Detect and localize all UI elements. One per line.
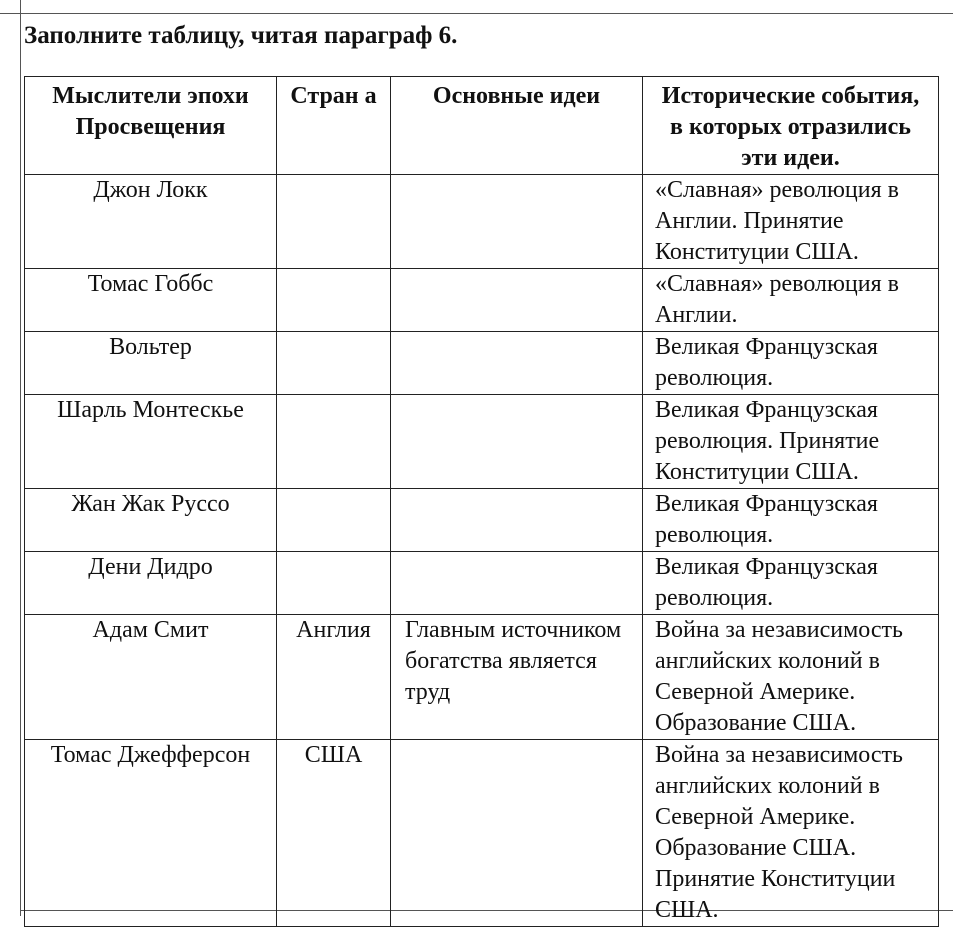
header-row: [25, 77, 939, 175]
header-thinkers: Мыслители эпохи Просвещения: [25, 77, 277, 175]
task-heading: Заполните таблицу, читая параграф 6.: [24, 22, 458, 49]
thinker-name: Томас Джефферсон: [25, 740, 277, 927]
thinker-events: Великая Французская революция.: [643, 552, 939, 615]
thinker-name: Вольтер: [25, 332, 277, 395]
page-top-rule: [0, 13, 953, 14]
table-row: [25, 175, 939, 269]
thinker-ideas: [391, 269, 643, 332]
thinker-country: Англия: [277, 615, 391, 740]
thinker-ideas: [391, 740, 643, 927]
thinker-events: Великая Французская революция.: [643, 489, 939, 552]
thinker-events: Великая Французская революция. Принятие Конституции США.: [643, 395, 939, 489]
thinker-country: [277, 552, 391, 615]
table-row: [25, 615, 939, 740]
thinker-events: «Славная» революция в Англии.: [643, 269, 939, 332]
thinker-ideas: [391, 489, 643, 552]
thinker-name: Шарль Монтескье: [25, 395, 277, 489]
thinker-ideas: [391, 552, 643, 615]
header-ideas: Основные идеи: [391, 77, 643, 175]
thinker-ideas: [391, 175, 643, 269]
thinker-events: Война за независимость английских колоний в Северной Америке. Образование США. Принятие Конституции США.: [643, 740, 939, 927]
table-row: [25, 269, 939, 332]
thinker-country: [277, 395, 391, 489]
thinker-ideas: [391, 332, 643, 395]
table-row: [25, 332, 939, 395]
thinker-name: Томас Гоббс: [25, 269, 277, 332]
thinker-country: [277, 332, 391, 395]
thinker-name: Дени Дидро: [25, 552, 277, 615]
thinkers-table: [24, 76, 939, 927]
thinker-name: Жан Жак Руссо: [25, 489, 277, 552]
table-row: [25, 552, 939, 615]
thinker-name: Адам Смит: [25, 615, 277, 740]
header-country: Стран а: [277, 77, 391, 175]
thinker-country: [277, 489, 391, 552]
thinker-events: Великая Французская революция.: [643, 332, 939, 395]
thinker-country: США: [277, 740, 391, 927]
table-row: [25, 395, 939, 489]
header-events: Исторические события, в которых отразились эти идеи.: [643, 77, 939, 175]
table-row: [25, 489, 939, 552]
page-left-rule: [20, 0, 21, 916]
thinker-ideas: Главным источником богатства является труд: [391, 615, 643, 740]
thinker-name: Джон Локк: [25, 175, 277, 269]
thinker-country: [277, 175, 391, 269]
thinker-country: [277, 269, 391, 332]
thinker-ideas: [391, 395, 643, 489]
table-row: [25, 740, 939, 927]
thinker-events: «Славная» революция в Англии. Принятие Конституции США.: [643, 175, 939, 269]
thinker-events: Война за независимость английских колоний в Северной Америке. Образование США.: [643, 615, 939, 740]
